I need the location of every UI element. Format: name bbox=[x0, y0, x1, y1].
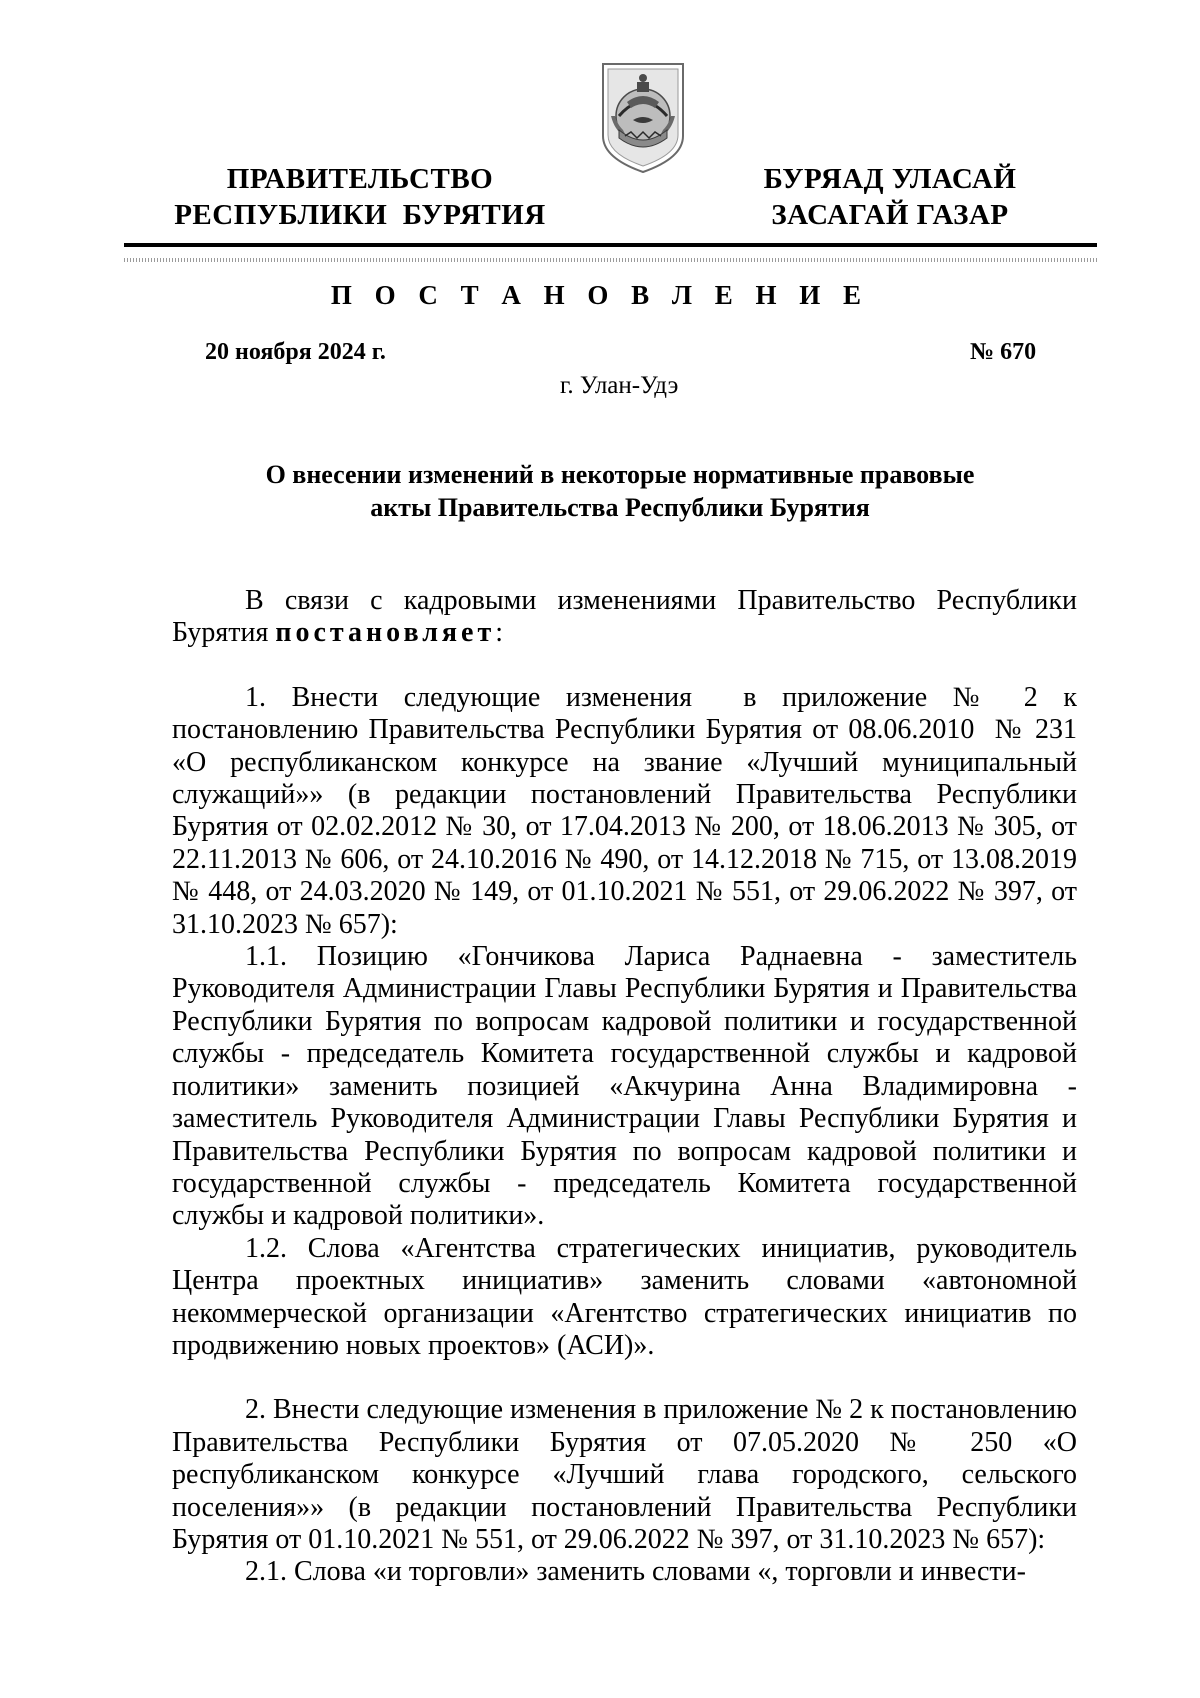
paragraph-1-1: 1.1. Позицию «Гончикова Лариса Раднаевна - заместитель Руководителя Администрации Главы Республики Бурятия и Правительства Республики Бурятия по вопросам кадровой политики и государственной службы - председатель Комитета государственной службы и кадровой политики» заменить позицией «Акчурина Анна Владимировна - заместитель Руководителя Администрации Главы Республики Бурятия и Правительства Республики Бурятия по вопросам кадровой политики и государственной службы - председатель Комитета государственной службы и кадровой политики». bbox=[172, 941, 1077, 1232]
org-name-russian-line1: ПРАВИТЕЛЬСТВО bbox=[226, 163, 494, 195]
org-name-buryat-line2: ЗАСАГАЙ ГАЗАР bbox=[771, 199, 1009, 231]
buryatia-coat-of-arms-icon bbox=[597, 58, 689, 176]
document-type: П О С Т А Н О В Л Е Н И Е bbox=[330, 280, 870, 310]
document-heading-line2: акты Правительства Республики Бурятия bbox=[370, 493, 870, 522]
intro-text: В связи с кадровыми изменениями Правительство Республики Бурятия bbox=[172, 585, 1077, 649]
document-date: 20 ноября 2024 г. bbox=[205, 339, 386, 365]
org-name-buryat bbox=[740, 161, 1040, 233]
org-name-russian-line2: РЕСПУБЛИКИ БУРЯТИЯ bbox=[174, 199, 546, 231]
paragraph-gap bbox=[172, 1362, 1077, 1394]
paragraph-2-1: 2.1. Слова «и торговли» заменить словами «, торговли и инвести- bbox=[245, 1556, 1026, 1588]
document-heading bbox=[200, 458, 1040, 524]
paragraph-gap bbox=[172, 650, 1077, 682]
paragraph-1-2: 1.2. Слова «Агентства стратегических инициатив, руководитель Центра проектных инициатив» заменить словами «автономной некоммерческой организации «Агентство стратегических инициатив по продвижению новых проектов» (АСИ)». bbox=[172, 1232, 1077, 1361]
intro-paragraph bbox=[172, 585, 1077, 650]
paragraph-1: 1. Внести следующие изменения в приложение № 2 к постановлению Правительства Республики Бурятия от 08.06.2010 № 231 «О республиканском конкурсе на звание «Лучший муниципальный служащий»» (в редакции постановлений Правительства Республики Бурятия от 02.02.2012 № 30, от 17.04.2013 № 200, от 18.06.2013 № 305, от 22.11.2013 № 606, от 24.10.2016 № 490, от 14.12.2018 № 715, от 13.08.2019 № 448, от 24.03.2020 № 149, от 01.10.2021 № 551, от 29.06.2022 № 397, от 31.10.2023 № 657): bbox=[172, 681, 1084, 940]
org-name-buryat-line1: БУРЯАД УЛАСАЙ bbox=[763, 163, 1017, 195]
paragraph-2: 2. Внести следующие изменения в приложение № 2 к постановлению Правительства Республики Бурятия от 07.05.2020 № 250 «О республиканском конкурсе «Лучший глава городского, сельского поселения»» (в редакции постановлений Правительства Республики Бурятия от 01.10.2021 № 551, от 29.06.2022 № 397, от 31.10.2023 № 657): bbox=[172, 1394, 1077, 1555]
header-divider-thin bbox=[124, 258, 1097, 262]
document-city: г. Улан-Удэ bbox=[560, 372, 679, 399]
intro-resolves-word: постановляет bbox=[275, 617, 496, 649]
document-number: № 670 bbox=[970, 339, 1037, 365]
document-heading-line1: О внесении изменений в некоторые нормативные правовые bbox=[265, 460, 975, 489]
header-divider-thick bbox=[124, 243, 1097, 247]
document-body bbox=[172, 585, 1084, 1589]
org-name-russian bbox=[160, 161, 560, 233]
intro-end: : bbox=[495, 617, 504, 649]
